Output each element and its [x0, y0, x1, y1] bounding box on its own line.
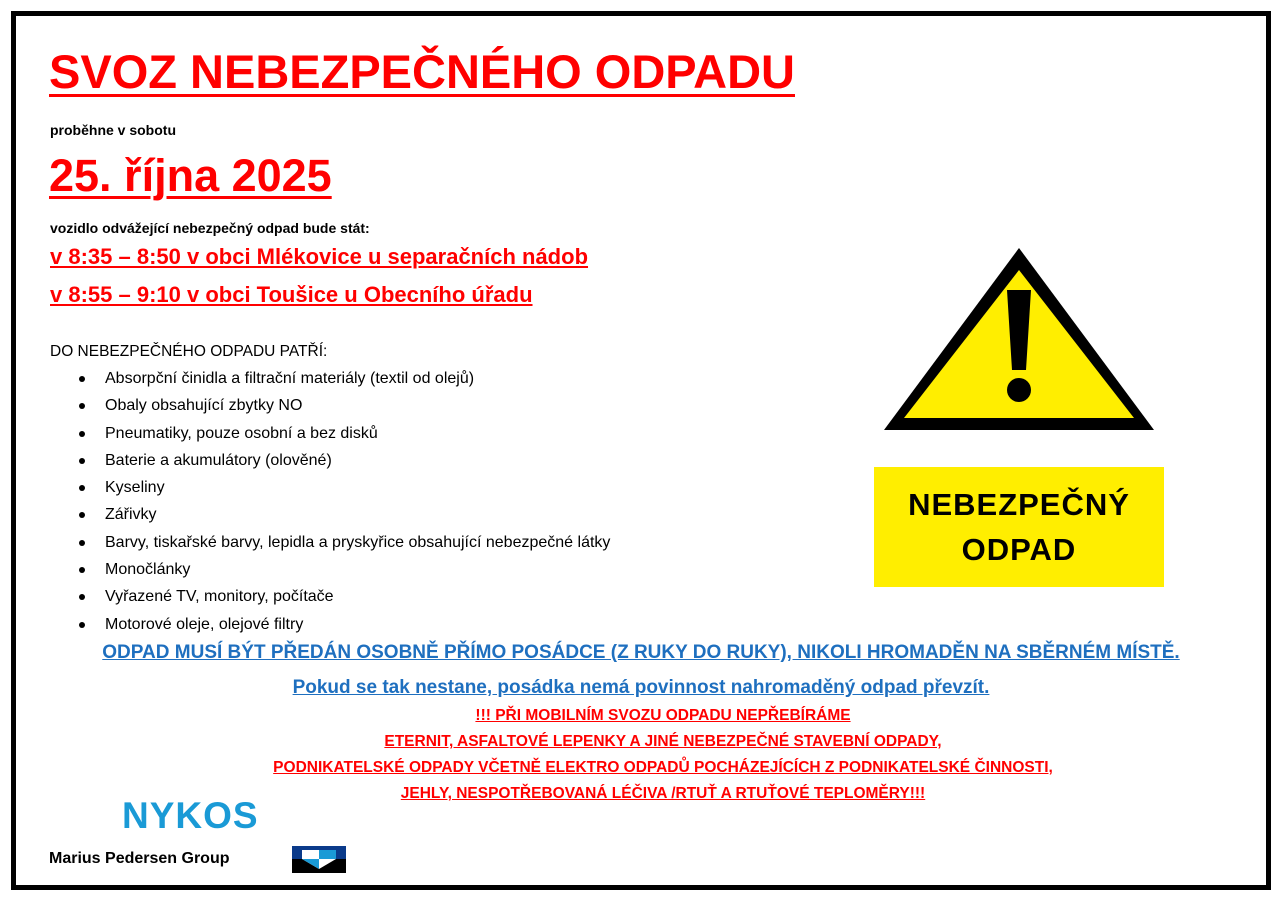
list-item: Motorové oleje, olejové filtry	[78, 611, 610, 638]
handover-consequence: Pokud se tak nestane, posádka nemá povinnost nahromaděný odpad převzít.	[292, 677, 990, 698]
list-item: Zářivky	[78, 501, 610, 528]
stop-tousice: v 8:55 – 9:10 v obci Toušice u Obecního úřadu	[50, 282, 533, 307]
hazardous-waste-list	[78, 365, 610, 638]
marius-pedersen-flag-icon	[292, 846, 346, 873]
label-line1: NEBEZPEČNÝ	[908, 487, 1130, 522]
exclusion-line: JEHLY, NESPOTŘEBOVANÁ LÉČIVA /RTUŤ A RTUŤOVÉ TEPLOMĚRY!!!	[400, 785, 926, 802]
list-item: Monočlánky	[78, 556, 610, 583]
handover-notice: ODPAD MUSÍ BÝT PŘEDÁN OSOBNĚ PŘÍMO POSÁDCE (Z RUKY DO RUKY), NIKOLI HROMADĚN NA SBĚRNÉM MÍSTĚ.	[102, 642, 1180, 663]
warning-triangle-icon	[876, 240, 1162, 440]
exclusion-line: PODNIKATELSKÉ ODPADY VČETNĚ ELEKTRO ODPADŮ POCHÁZEJÍCÍCH Z PODNIKATELSKÉ ČINNOSTI,	[273, 759, 1053, 776]
list-item: Kyseliny	[78, 474, 610, 501]
list-heading: DO NEBEZPEČNÉHO ODPADU PATŘÍ:	[50, 343, 328, 360]
list-item: Vyřazené TV, monitory, počítače	[78, 583, 610, 610]
list-item: Barvy, tiskařské barvy, lepidla a pryskyřice obsahující nebezpečné látky	[78, 529, 610, 556]
exclusion-line: ETERNIT, ASFALTOVÉ LEPENKY A JINÉ NEBEZPEČNÉ STAVEBNÍ ODPADY,	[384, 733, 942, 750]
list-item: Pneumatiky, pouze osobní a bez disků	[78, 420, 610, 447]
list-item: Baterie a akumulátory (olověné)	[78, 447, 610, 474]
vehicle-note: vozidlo odvážející nebezpečný odpad bude stát:	[50, 220, 370, 236]
hazardous-waste-label	[874, 467, 1164, 587]
nykos-logo: NYKOS	[122, 795, 259, 836]
poster-title: SVOZ NEBEZPEČNÉHO ODPADU	[49, 45, 795, 98]
intro-text: proběhne v sobotu	[50, 122, 176, 138]
exclusion-line: !!! PŘI MOBILNÍM SVOZU ODPADU NEPŘEBÍRÁME	[475, 707, 851, 724]
marius-pedersen-logo-text: Marius Pedersen Group	[49, 850, 230, 867]
label-line2: ODPAD	[961, 532, 1077, 567]
collection-date: 25. října 2025	[49, 150, 332, 201]
list-item: Absorpční činidla a filtrační materiály (textil od olejů)	[78, 365, 610, 392]
list-item: Obaly obsahující zbytky NO	[78, 392, 610, 419]
stop-mlekovice: v 8:35 – 8:50 v obci Mlékovice u separačních nádob	[50, 244, 589, 269]
